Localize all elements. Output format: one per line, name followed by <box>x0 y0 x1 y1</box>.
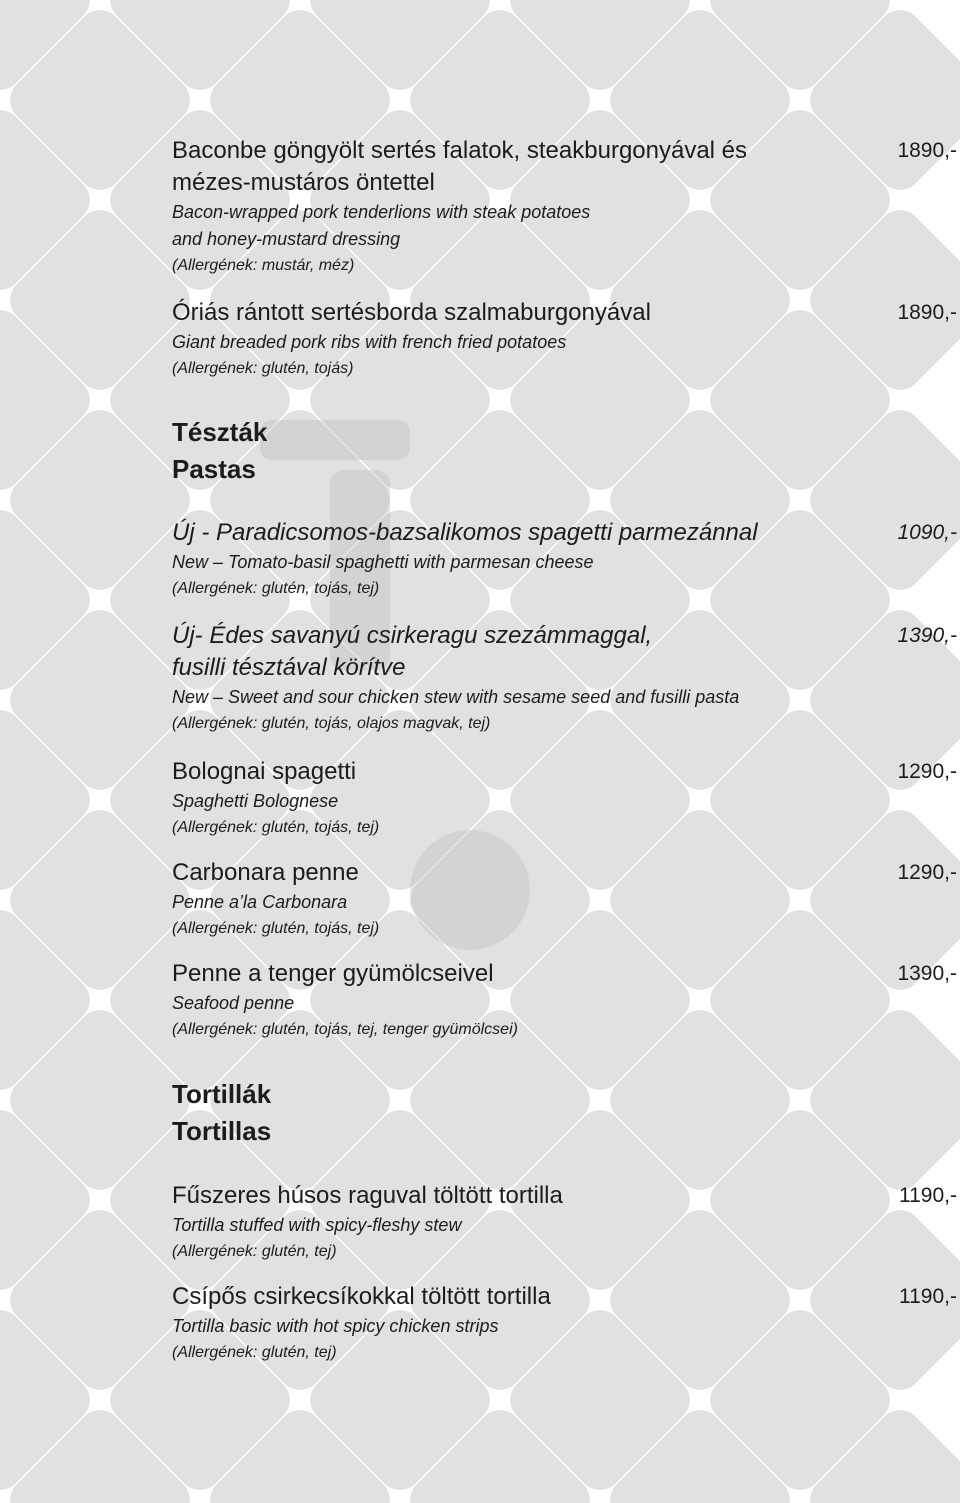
dish-english-name: New – Tomato-basil spaghetti with parmesan cheese <box>172 552 594 572</box>
dish-price: 1890,- <box>897 301 957 324</box>
dish-allergens: (Allergének: glutén, tojás, tej, tenger gyümölcsei) <box>172 1021 518 1038</box>
section-title-english: Tortillas <box>172 1116 272 1146</box>
section-title-hungarian: Tortillák <box>172 1079 272 1109</box>
dish-english-name: Giant breaded pork ribs with french fried potatoes <box>172 332 567 352</box>
dish-price: 1190,- <box>899 1184 957 1207</box>
dish-price: 1290,- <box>897 760 957 783</box>
dish-name: Carbonara penne <box>172 859 359 886</box>
section-title-hungarian: Tészták <box>172 417 268 447</box>
dish-allergens: (Allergének: glutén, tej) <box>172 1243 337 1260</box>
dish-allergens: (Allergének: glutén, tojás, olajos magvak, tej) <box>172 715 491 732</box>
menu-item <box>172 135 957 279</box>
dish-allergens: (Allergének: glutén, tojás) <box>172 360 354 377</box>
dish-name: Baconbe göngyölt sertés falatok, steakburgonyával és mézes-mustáros öntettel <box>172 137 748 196</box>
dish-name: Bolognai spagetti <box>172 758 357 785</box>
dish-english-name: New – Sweet and sour chicken stew with sesame seed and fusilli pasta <box>172 687 740 707</box>
dish-allergens: (Allergének: glutén, tej) <box>172 1344 337 1361</box>
dish-name: Új - Paradicsomos-bazsalikomos spagetti parmezánnal <box>172 519 758 546</box>
dish-allergens: (Allergének: mustár, méz) <box>172 257 355 274</box>
menu-item <box>172 517 957 602</box>
menu-item <box>172 958 957 1043</box>
dish-price: 1290,- <box>897 861 957 884</box>
menu-item <box>172 1180 957 1265</box>
menu-item <box>172 1281 957 1366</box>
dish-price: 1390,- <box>897 962 957 985</box>
dish-english-name: Bacon-wrapped pork tenderlions with steak potatoes and honey-mustard dressing <box>172 202 591 249</box>
dish-english-name: Penne a’la Carbonara <box>172 892 348 912</box>
dish-allergens: (Allergének: glutén, tojás, tej) <box>172 580 380 597</box>
dish-allergens: (Allergének: glutén, tojás, tej) <box>172 819 380 836</box>
menu-item <box>172 620 957 737</box>
dish-price: 1190,- <box>899 1285 957 1308</box>
dish-price: 1890,- <box>897 139 957 162</box>
dish-price: 1390,- <box>897 624 957 647</box>
dish-english-name: Seafood penne <box>172 993 295 1013</box>
dish-name: Csípős csirkecsíkokkal töltött tortilla <box>172 1283 551 1310</box>
dish-english-name: Spaghetti Bolognese <box>172 791 339 811</box>
dish-name: Óriás rántott sertésborda szalmaburgonyával <box>172 299 651 326</box>
menu-item <box>172 297 957 382</box>
dish-english-name: Tortilla stuffed with spicy-fleshy stew <box>172 1215 462 1235</box>
dish-english-name: Tortilla basic with hot spicy chicken strips <box>172 1316 499 1336</box>
section-title-english: Pastas <box>172 454 256 484</box>
dish-name: Új- Édes savanyú csirkeragu szezámmaggal, fusilli tésztával körítve <box>172 622 653 681</box>
dish-allergens: (Allergének: glutén, tojás, tej) <box>172 920 380 937</box>
menu-item <box>172 857 957 942</box>
dish-name: Fűszeres húsos raguval töltött tortilla <box>172 1182 563 1209</box>
dish-price: 1090,- <box>897 521 957 544</box>
dish-name: Penne a tenger gyümölcseivel <box>172 960 494 987</box>
menu-item <box>172 756 957 841</box>
